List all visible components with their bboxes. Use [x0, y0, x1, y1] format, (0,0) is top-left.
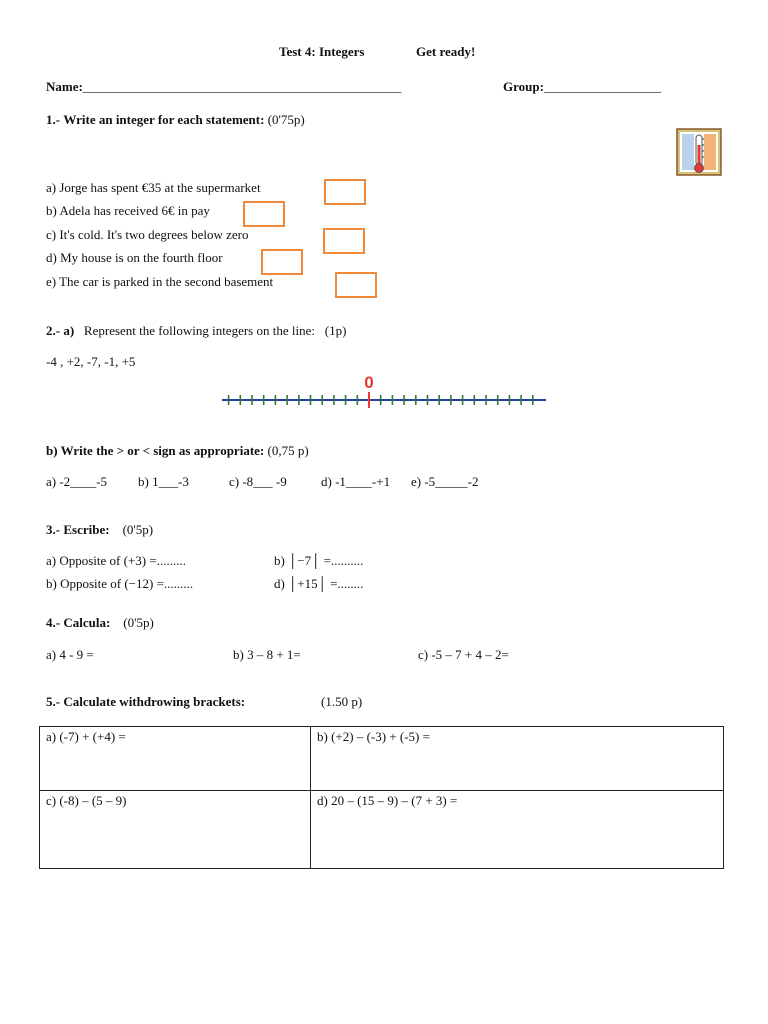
q5-number: 5.-	[46, 694, 61, 709]
table-row	[40, 727, 724, 791]
q3-heading	[46, 523, 153, 538]
q4-points: (0'5p)	[123, 615, 154, 630]
q4-heading	[46, 616, 154, 631]
calculation-table	[39, 726, 724, 869]
q1-prompt: Write an integer for each statement:	[63, 112, 265, 127]
q3-item-a: a) Opposite of (+3) =.........	[46, 553, 186, 568]
name-line[interactable]: _________________________________________________	[82, 79, 402, 94]
group-label	[503, 80, 661, 95]
q2-prompt: Represent the following integers on the line:	[83, 323, 315, 338]
q1-item-b: b) Adela has received 6€ in pay	[46, 203, 210, 218]
zero-label: 0	[364, 373, 374, 392]
calc-cell-c[interactable]: c) (-8) – (5 – 9)	[40, 791, 311, 869]
q3-item-b2: b) Opposite of (−12) =.........	[46, 576, 194, 591]
name-label-text: Name:	[46, 79, 83, 94]
q2-points: (1p)	[324, 323, 347, 338]
test-subtitle: Get ready!	[416, 44, 476, 59]
answer-box-b[interactable]	[243, 201, 285, 227]
answer-box-c[interactable]	[323, 228, 365, 254]
q3-item-d: d) │+15│ =........	[274, 576, 364, 591]
q2-values: -4 , +2, -7, -1, +5	[46, 354, 136, 369]
q1-item-e: e) The car is parked in the second basement	[46, 274, 274, 289]
q4-number: 4.-	[46, 615, 61, 630]
q4-item-a: a) 4 - 9 =	[46, 647, 94, 662]
test-title: Test 4: Integers	[279, 44, 365, 59]
q2b-item-c: c) -8___ -9	[229, 474, 287, 489]
q2b-item-a: a) -2____-5	[46, 474, 108, 489]
q4-prompt: Calcula:	[63, 615, 111, 630]
q2b-item-e: e) -5_____-2	[411, 474, 479, 489]
number-line[interactable]	[218, 372, 550, 412]
q1-item-c: c) It's cold. It's two degrees below zero	[46, 227, 249, 242]
answer-box-e[interactable]	[335, 272, 377, 298]
q2b-item-b: b) 1___-3	[138, 474, 189, 489]
q3-item-b1: b) │−7│ =..........	[274, 553, 364, 568]
group-line[interactable]: __________________	[543, 79, 661, 94]
q3-points: (0'5p)	[122, 522, 154, 537]
q4-item-c: c) -5 – 7 + 4 – 2=	[418, 647, 509, 662]
q3-number: 3.-	[46, 522, 61, 537]
q5-prompt: Calculate withdrowing brackets:	[63, 694, 246, 709]
calc-cell-d[interactable]: d) 20 – (15 – 9) – (7 + 3) =	[311, 791, 724, 869]
q2-number: 2.- a)	[46, 323, 75, 338]
calc-cell-a[interactable]: a) (-7) + (+4) =	[40, 727, 311, 791]
q5-heading	[46, 695, 245, 710]
group-label-text: Group:	[503, 79, 544, 94]
q2b-prompt: b) Write the > or < sign as appropriate:	[46, 443, 265, 458]
calc-cell-b[interactable]: b) (+2) – (-3) + (-5) =	[311, 727, 724, 791]
thermometer-icon	[676, 127, 722, 177]
q2b-heading	[46, 444, 309, 459]
q2b-points: (0,75 p)	[267, 443, 309, 458]
q1-number: 1.-	[46, 112, 61, 127]
q4-item-b: b) 3 – 8 + 1=	[233, 647, 301, 662]
q1-item-d: d) My house is on the fourth floor	[46, 250, 223, 265]
answer-box-a[interactable]	[324, 179, 366, 205]
q1-item-a: a) Jorge has spent €35 at the supermarket	[46, 180, 261, 195]
q3-prompt: Escribe:	[63, 522, 110, 537]
name-label	[46, 80, 401, 95]
q2b-item-d: d) -1____-+1	[321, 474, 391, 489]
q1-heading	[46, 113, 305, 128]
table-row	[40, 791, 724, 869]
answer-box-d[interactable]	[261, 249, 303, 275]
q5-points: (1.50 p)	[321, 694, 363, 709]
q2-heading	[46, 324, 346, 339]
q1-points: (0'75p)	[267, 112, 305, 127]
